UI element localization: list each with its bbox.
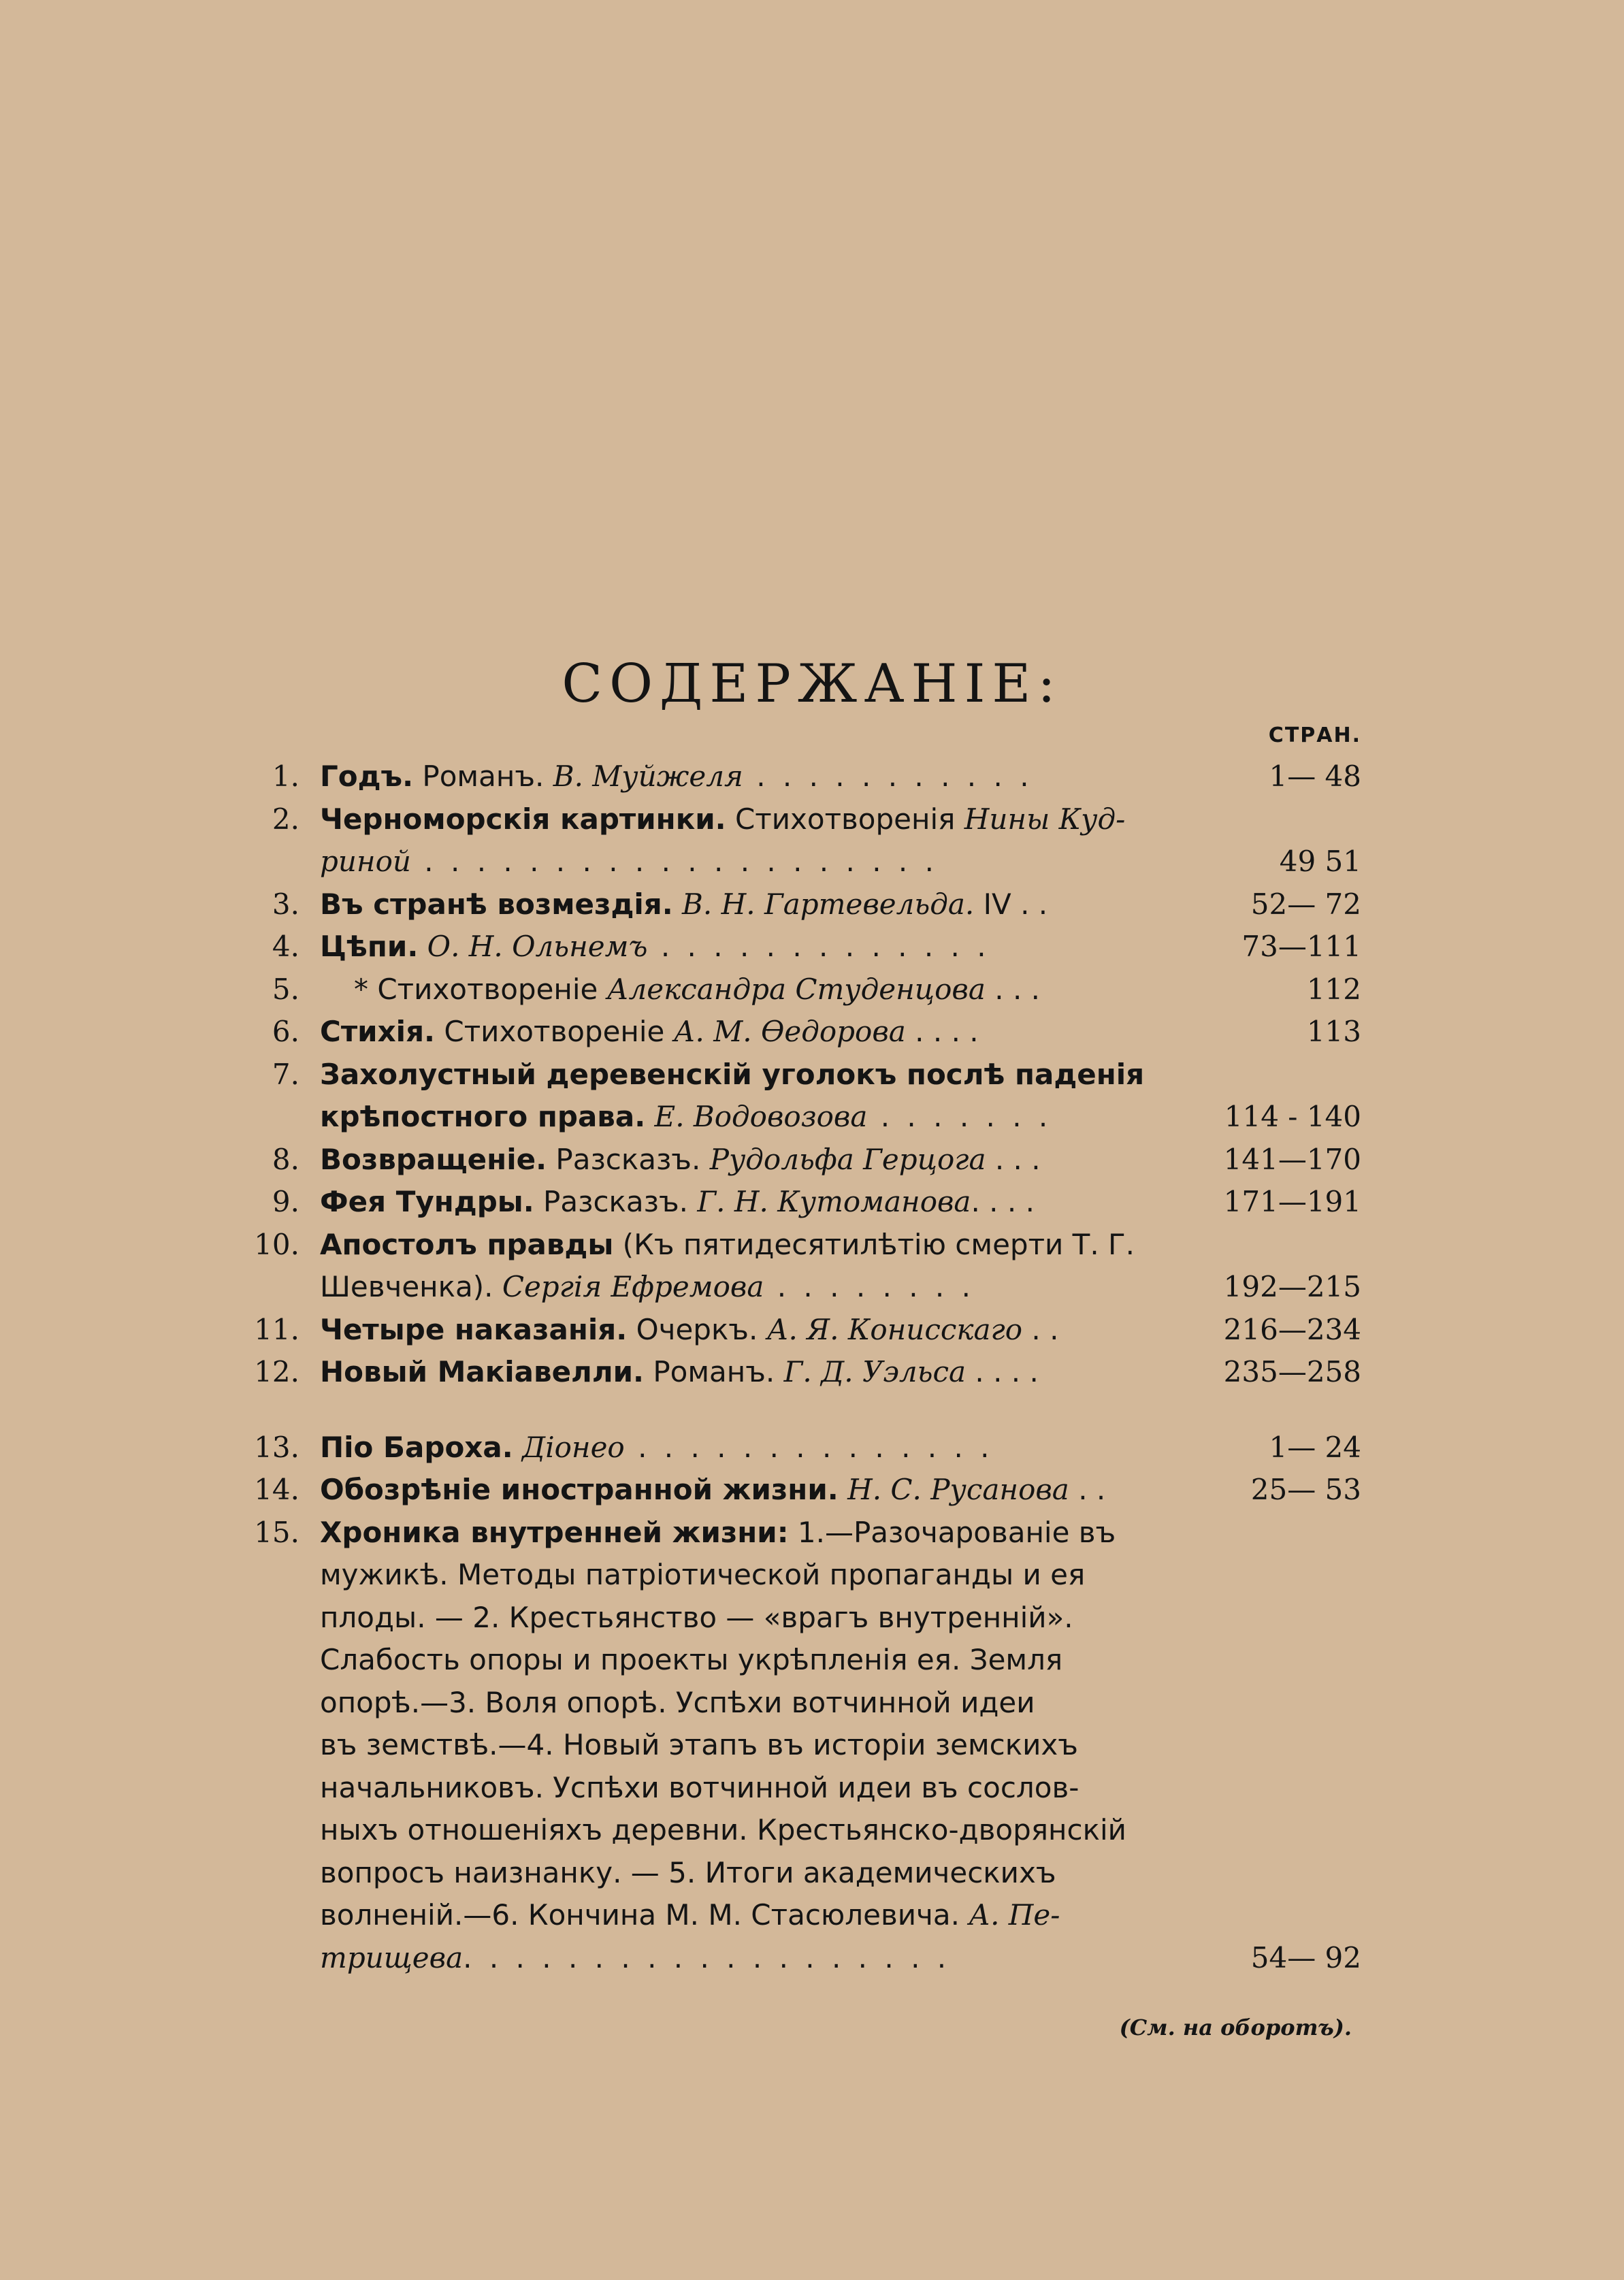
page-range: 73—111 — [1241, 930, 1361, 963]
entry-segment: . . . . — [971, 1185, 1035, 1218]
toc-line — [231, 1469, 1361, 1512]
entry-number: 2. — [272, 802, 299, 836]
entry-segment: . . . . — [966, 1355, 1039, 1388]
entry-segment: въ земствѣ.—4. Новый этапъ въ исторіи земскихъ — [320, 1728, 1078, 1761]
toc-line — [231, 1309, 1361, 1352]
entry-number: 3. — [272, 887, 299, 921]
entry-segment: Шевченка). — [320, 1270, 502, 1303]
entry-title: Апостолъ правды — [320, 1227, 614, 1261]
toc-line — [231, 1096, 1361, 1139]
entry-segment: ныхъ отношеніяхъ деревни. Крестьянско-дворянскій — [320, 1813, 1126, 1846]
entry-segment: . . . . . . . . . . . . . . . . . . . . — [410, 845, 938, 878]
author-name: трищева — [320, 1940, 464, 1974]
entry-text — [320, 1682, 1395, 1725]
entry-text — [320, 798, 1395, 841]
toc-line — [231, 1011, 1361, 1054]
toc-line — [231, 926, 1361, 968]
entry-title: крѣпостного права. — [320, 1100, 646, 1133]
entry-title: Захолустный деревенскій уголокъ послѣ паденія — [320, 1057, 1145, 1091]
entry-segment: Разсказъ. — [547, 1142, 710, 1176]
entry-number: 10. — [254, 1227, 299, 1261]
entry-segment: Очеркъ. — [627, 1312, 767, 1346]
toc-line — [231, 1639, 1361, 1682]
entry-segment — [418, 930, 427, 963]
author-name: Сергія Ефремова — [502, 1270, 764, 1303]
author-name: Нины Куд- — [964, 802, 1126, 836]
toc-line — [231, 968, 1361, 1011]
entry-title: Новый Макіавелли. — [320, 1355, 644, 1388]
toc-line — [231, 1512, 1361, 1554]
entry-title: Четыре наказанія. — [320, 1312, 628, 1346]
entry-title: Піо Бароха. — [320, 1430, 513, 1464]
entry-segment: Романъ. — [413, 760, 553, 793]
entry-segment: . . . . . . . . — [764, 1270, 975, 1303]
entry-segment: . . . . . . . . . . . . . . — [624, 1430, 994, 1464]
entry-number: 6. — [272, 1015, 299, 1048]
toc-line — [231, 883, 1361, 926]
entry-text — [320, 1894, 1395, 1937]
entry-segment: опорѣ.—3. Воля опорѣ. Успѣхи вотчинной идеи — [320, 1685, 1035, 1719]
toc-line — [231, 1852, 1361, 1895]
page-range: 235—258 — [1223, 1355, 1361, 1388]
toc-line — [231, 1767, 1361, 1810]
page-range: 216—234 — [1223, 1312, 1361, 1346]
entry-title: Цѣпи. — [320, 930, 419, 963]
toc-line — [231, 1554, 1361, 1597]
entry-number: 5. — [272, 972, 299, 1006]
page-range: 25— 53 — [1250, 1473, 1361, 1506]
entry-number: 7. — [272, 1057, 299, 1091]
toc-line — [231, 1724, 1361, 1767]
entry-text — [320, 1639, 1395, 1682]
author-name: Рудольфа Герцога — [709, 1142, 986, 1176]
toc-line — [231, 841, 1361, 883]
entry-segment: Разсказъ. — [534, 1185, 698, 1218]
entry-segment: . . . . . . . . . . . . . . . . . . . — [463, 1940, 951, 1974]
page-range: 192—215 — [1223, 1270, 1361, 1303]
entry-number: 8. — [272, 1142, 299, 1176]
entry-number: 15. — [254, 1515, 299, 1549]
footnote: (См. на оборотъ). — [1119, 2015, 1352, 2040]
entry-segment: IV . . — [974, 887, 1048, 921]
entry-title: Стихія. — [320, 1015, 436, 1048]
entry-segment: начальниковъ. Успѣхи вотчинной идеи въ сослов- — [320, 1770, 1079, 1804]
entry-segment: Стихотвореніе — [435, 1015, 674, 1048]
author-name: Г. Н. Кутоманова — [697, 1185, 971, 1218]
toc-line — [231, 798, 1361, 841]
toc-line — [231, 1266, 1361, 1309]
page-range: 1— 48 — [1269, 760, 1361, 793]
entry-segment: 1.—Разочарованіе въ — [788, 1515, 1116, 1549]
toc-line — [231, 1597, 1361, 1640]
entry-text — [320, 1224, 1395, 1267]
entry-segment — [645, 1100, 654, 1133]
toc-line — [231, 1224, 1361, 1267]
entry-text — [320, 1054, 1395, 1096]
toc-line — [231, 1894, 1361, 1937]
entry-text — [320, 1512, 1395, 1554]
entry-segment: . . . . . . . . . . . . . — [647, 930, 990, 963]
entry-segment: . . — [1069, 1473, 1106, 1506]
toc-line — [231, 1427, 1361, 1469]
entry-segment: вопросъ наизнанку. — 5. Итоги академическихъ — [320, 1855, 1056, 1889]
page-range: 52— 72 — [1250, 887, 1361, 921]
entry-number: 13. — [254, 1430, 299, 1464]
toc-line — [231, 1809, 1361, 1852]
page-range: 171—191 — [1223, 1185, 1361, 1218]
entry-segment: (Къ пятидесятилѣтію смерти Т. Г. — [613, 1227, 1135, 1261]
entry-title: Возвращеніе. — [320, 1142, 547, 1176]
entry-text — [320, 1767, 1395, 1810]
page-range: 112 — [1306, 972, 1361, 1006]
entry-segment: плоды. — 2. Крестьянство — «врагъ внутренній». — [320, 1600, 1073, 1634]
toc-line — [231, 1139, 1361, 1182]
entry-title: Хроника внутренней жизни: — [320, 1515, 789, 1549]
page-title: СОДЕРЖАНІЕ: — [562, 653, 1062, 715]
author-name: Александра Студенцова — [606, 972, 986, 1006]
author-name: Е. Водовозова — [654, 1100, 868, 1133]
toc-line — [231, 1937, 1361, 1980]
toc-line — [231, 755, 1361, 798]
pages-column-header: СТРАН. — [1268, 723, 1361, 747]
author-name: А. Я. Конисскаго — [766, 1312, 1023, 1346]
author-name: А. Пе- — [969, 1898, 1060, 1932]
page-range: 113 — [1306, 1015, 1361, 1048]
entry-title: Фея Тундры. — [320, 1185, 534, 1218]
entry-number: 9. — [272, 1185, 299, 1218]
author-name: Н. С. Русанова — [847, 1473, 1069, 1506]
entry-number: 4. — [272, 930, 299, 963]
toc-line — [231, 1181, 1361, 1224]
toc-line — [231, 1682, 1361, 1725]
entry-segment: мужикѣ. Методы патріотической пропаганды и ея — [320, 1558, 1086, 1591]
entry-text — [320, 1852, 1395, 1895]
entry-segment: . . — [1022, 1312, 1059, 1346]
entry-title: Черноморскія картинки. — [320, 802, 726, 836]
page-range: 1— 24 — [1269, 1430, 1361, 1464]
page-range: 141—170 — [1223, 1142, 1361, 1176]
table-of-contents — [231, 755, 1361, 1979]
toc-line — [231, 1054, 1361, 1096]
entry-segment: Романъ. — [643, 1355, 784, 1388]
entry-text — [320, 1809, 1395, 1852]
entry-segment — [513, 1431, 522, 1464]
entry-segment: волненій.—6. Кончина М. М. Стасюлевича. — [320, 1898, 969, 1932]
entry-segment: . . . . — [905, 1015, 979, 1048]
entry-segment — [673, 887, 682, 921]
entry-title: Обозрѣніе иностранной жизни. — [320, 1473, 839, 1506]
author-name: О. Н. Ольнемъ — [427, 930, 648, 963]
entry-number: 1. — [272, 760, 299, 793]
author-name: Г. Д. Уэльса — [783, 1355, 967, 1388]
page-range: 114 - 140 — [1224, 1100, 1361, 1133]
author-name: Діонео — [522, 1430, 625, 1464]
author-name: В. Н. Гартевельда. — [682, 887, 975, 921]
entry-number: 11. — [254, 1312, 299, 1346]
entry-segment: . . . — [985, 972, 1040, 1006]
author-name: риной — [320, 845, 411, 878]
author-name: А. М. Өедорова — [673, 1015, 906, 1048]
entry-segment: . . . . . . . . . . . — [743, 760, 1033, 793]
entry-number: 14. — [254, 1473, 299, 1506]
entry-title: Въ странѣ возмездія. — [320, 887, 673, 921]
entry-segment: . . . — [986, 1142, 1041, 1176]
entry-segment: . . . . . . . — [867, 1100, 1052, 1133]
entry-text — [320, 1724, 1395, 1767]
entry-text — [320, 1597, 1395, 1640]
page-range: 54— 92 — [1250, 1940, 1361, 1974]
page-range: 49 51 — [1279, 845, 1361, 878]
entry-segment — [839, 1473, 847, 1506]
entry-segment: Слабость опоры и проекты укрѣпленія ея. Земля — [320, 1643, 1063, 1676]
entry-number: 12. — [254, 1355, 299, 1388]
entry-segment: * Стихотвореніе — [354, 972, 607, 1006]
author-name: В. Муйжеля — [553, 760, 743, 793]
entry-segment: Стихотворенія — [726, 802, 964, 836]
entry-title: Годъ. — [320, 760, 414, 793]
section-gap — [231, 1394, 1361, 1427]
toc-line — [231, 1351, 1361, 1394]
entry-text — [320, 1554, 1395, 1597]
